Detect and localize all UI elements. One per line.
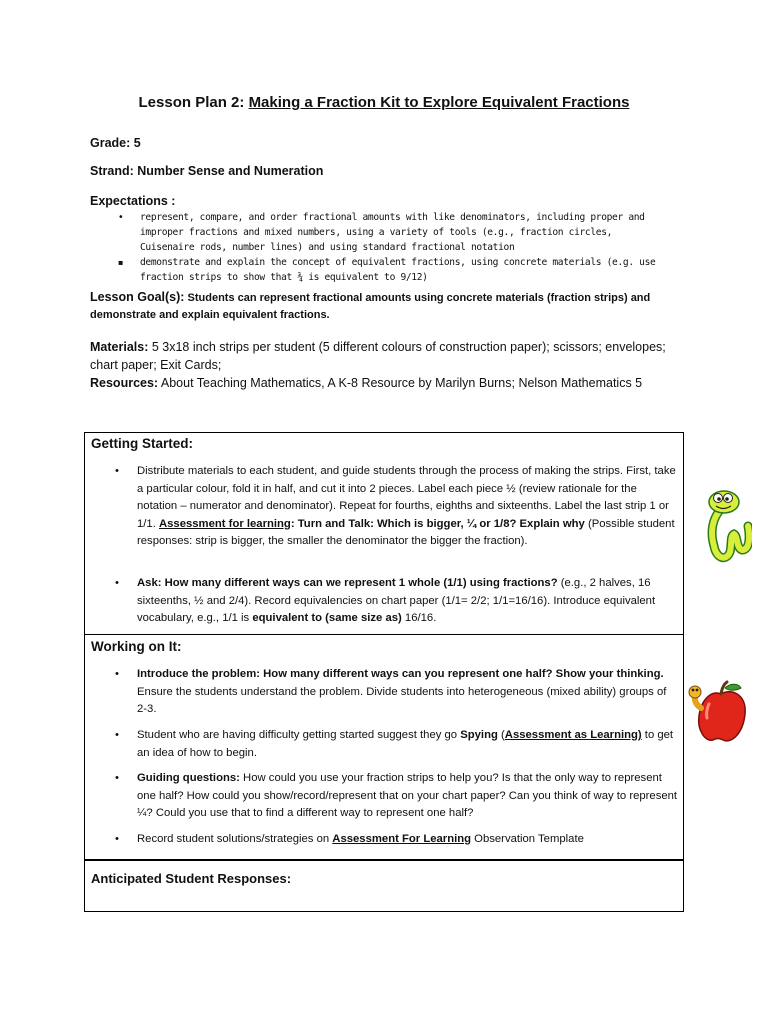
text-run: to get an idea of how to begin. <box>137 729 674 759</box>
text-run: (e.g., 2 halves, 16 sixteenths, ½ and 2/4). Record equivalencies on chart paper (1/1= 2/2; 1/1=16/16). Introduce equivalent vocabulary, e.g., 1/1 is <box>137 577 656 625</box>
lesson-goal <box>90 289 690 324</box>
resources-label: Resources: <box>90 376 159 390</box>
text-run: Student who are having difficulty getting started suggest they go <box>137 729 461 741</box>
title-main: Making a Fraction Kit to Explore Equivalent Fractions <box>248 94 630 111</box>
list-item <box>115 666 679 719</box>
expectations-list <box>118 210 658 285</box>
assessment-link-text: Assessment as Learning) <box>504 729 642 741</box>
materials-section <box>90 338 690 392</box>
expectation-item <box>118 210 658 255</box>
bullet-icon: • <box>115 772 119 784</box>
text-run-bold: equivalent to (same size as) <box>252 612 402 625</box>
getting-started-box <box>84 432 684 635</box>
bullet-icon: • <box>115 577 119 589</box>
bullet-icon: • <box>115 465 119 477</box>
materials-text: 5 3x18 inch strips per student (5 different colours of construction paper); scissors; envelopes; chart paper; Exit Cards; <box>90 340 666 372</box>
text-run-bold: Introduce the problem: How many different ways can you represent one half? Show your thinking. <box>137 668 664 680</box>
materials-line <box>90 338 690 374</box>
bullet-icon: • <box>115 668 119 680</box>
text-run-bold: Spying <box>460 729 498 741</box>
expectation-item <box>118 255 658 285</box>
assessment-link-text: Assessment For Learning <box>332 833 472 845</box>
text-run-bold: Guiding questions: <box>137 772 240 784</box>
title-prefix: Lesson Plan 2: <box>138 94 249 111</box>
lesson-goal-text: Students can represent fractional amounts using concrete materials (fraction strips) and demonstrate and explain equivalent fractions. <box>90 292 651 321</box>
text-run: Record student solutions/strategies on <box>137 833 333 845</box>
page-title <box>0 94 768 111</box>
text-run-bold: : Turn and Talk: Which is bigger, ¼ or 1/8? Explain why <box>290 517 585 530</box>
materials-label: Materials: <box>90 340 149 354</box>
text-run-bold: Ask: How many different ways can we represent 1 whole (1/1) using fractions? <box>137 577 558 589</box>
grade-label: Grade: 5 <box>90 136 141 150</box>
expectation-text: represent, compare, and order fractional amounts with like denominators, including proper and improper fractions and mixed numbers, using a variety of tools (e.g., fraction circles, Cuisenaire rods, number lines) and using standard fractional notation <box>140 212 645 253</box>
square-bullet-icon: ▪ <box>118 258 124 267</box>
list-item <box>115 770 679 823</box>
text-run: How could you use your fraction strips to help you? Is that the only way to represent one half? How could you show/record/represent that on your chart paper? Can you think of way to represent ¼? Could you use that to find a different way to represent one half? <box>137 772 678 820</box>
list-item <box>115 463 679 551</box>
getting-started-title: Getting Started: <box>91 436 194 451</box>
working-on-it-title: Working on It: <box>91 639 182 654</box>
text-run: Observation Template <box>471 833 584 845</box>
resources-line <box>90 374 690 392</box>
bullet-icon: • <box>118 212 124 223</box>
list-item-text <box>137 770 679 823</box>
expectation-text: demonstrate and explain the concept of equivalent fractions, using concrete materials (e.g. use fraction strips to show that ¾ is equivalent to 9/12) <box>140 257 656 283</box>
list-item <box>115 831 679 849</box>
lesson-goal-label: Lesson Goal(s): <box>90 290 185 304</box>
text-run: (Possible student responses: strip is bigger, the smaller the denominator the bigger the fraction). <box>137 517 675 548</box>
text-run: Ensure the students understand the problem. Divide students into heterogeneous (mixed ability) groups of 2-3. <box>137 685 667 716</box>
strand-label: Strand: Number Sense and Numeration <box>90 164 324 178</box>
text-run: Distribute materials to each student, and guide students through the process of making the strips. First, take a particular colour, fold it in half, and cut it into 2 pieces. Label each piece ½ (review rationale for the notation – numerator and denominator). Repeat for fourths, eighths and sixteenths. Label the last strip 1 or 1/1. <box>137 465 676 530</box>
resources-text: About Teaching Mathematics, A K-8 Resource by Marilyn Burns; Nelson Mathematics 5 <box>158 376 643 390</box>
text-run: ( <box>497 729 505 741</box>
list-item <box>115 727 679 762</box>
expectations-label: Expectations : <box>90 194 176 208</box>
text-run: 16/16. <box>401 612 437 625</box>
assessment-link-text: Assessment for learning <box>158 517 291 530</box>
working-on-it-box <box>84 635 684 860</box>
list-item-text <box>137 727 679 762</box>
list-item-text <box>137 575 679 628</box>
list-item-text <box>137 666 679 719</box>
worm-illustration-icon <box>700 488 752 566</box>
list-item-text <box>137 463 679 551</box>
bullet-icon: • <box>115 833 119 845</box>
bullet-icon: • <box>115 729 119 741</box>
anticipated-responses-box <box>84 860 684 912</box>
list-item <box>115 575 679 628</box>
apple-worm-illustration-icon <box>687 678 751 746</box>
anticipated-responses-title: Anticipated Student Responses: <box>91 871 292 886</box>
list-item-text <box>137 831 679 849</box>
